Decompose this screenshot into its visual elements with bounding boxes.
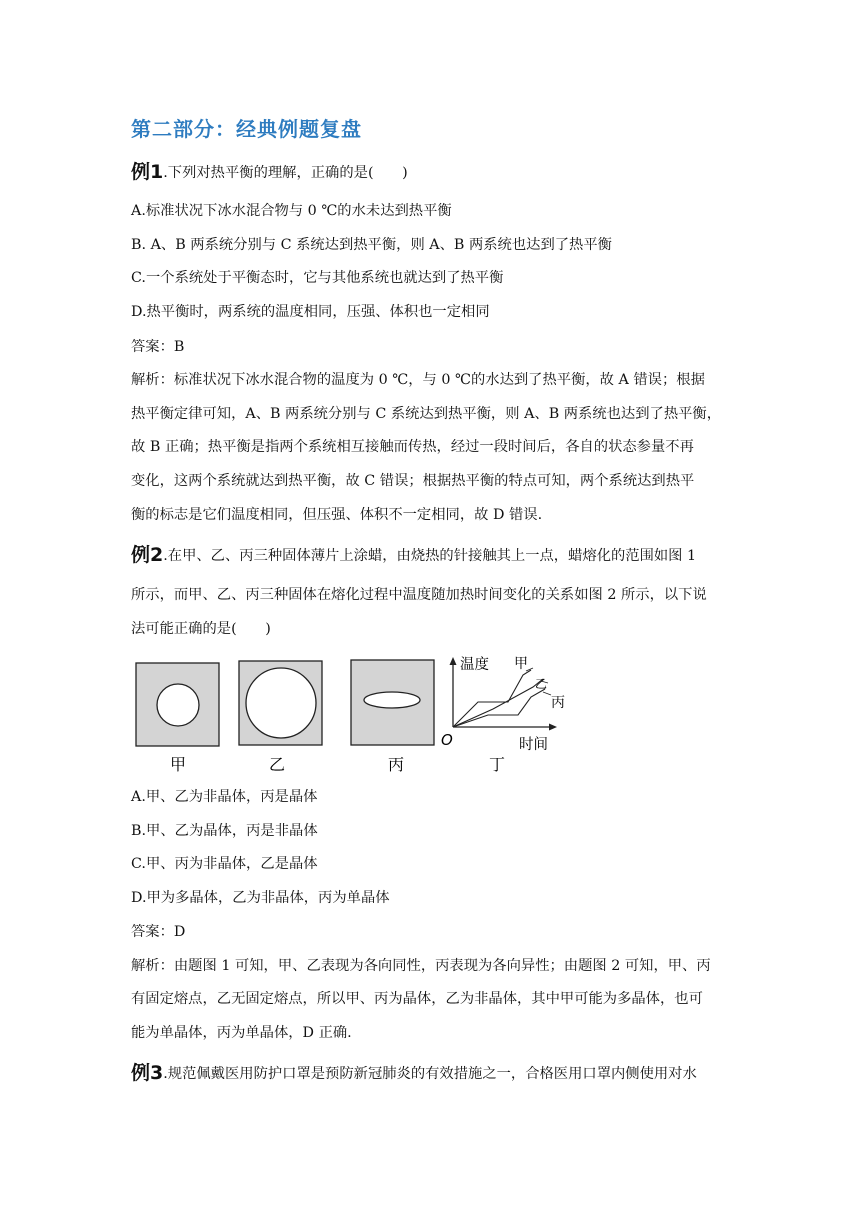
example-1-answer: 答案：B xyxy=(131,339,185,355)
panel-bing-label: 丙 xyxy=(387,755,405,774)
example-2-analysis-line: 解析：由题图 1 可知，甲、乙表现为各向同性，丙表现为各向异性；由题图 2 可知，甲、丙 xyxy=(131,958,711,974)
example-2-option-a: A.甲、乙为非晶体，丙是晶体 xyxy=(131,789,318,805)
figure-panel-bing xyxy=(351,660,434,774)
example-2-option-c: C.甲、丙为非晶体，乙是晶体 xyxy=(131,856,318,872)
figure-panel-jia xyxy=(136,663,219,774)
example-1-option-b: B. A、B 两系统分别与 C 系统达到热平衡，则 A、B 两系统也达到了热平衡 xyxy=(131,237,612,253)
example-1-analysis-line: 衡的标志是它们温度相同，但压强、体积不一定相同，故 D 错误. xyxy=(131,507,543,523)
graph-y-label: 温度 xyxy=(460,657,489,673)
example-2-option-b: B.甲、乙为晶体，丙是非晶体 xyxy=(131,823,318,839)
example-2-stem xyxy=(131,545,696,566)
example-2-question-line: 所示，而甲、乙、丙三种固体在熔化过程中温度随加热时间变化的关系如图 2 所示，以下说 xyxy=(131,587,707,603)
section-heading: 第二部分：经典例题复盘 xyxy=(131,117,362,141)
panel-jia-melt-circle xyxy=(157,684,199,726)
figure-svg xyxy=(133,655,593,780)
example-number: 1 xyxy=(150,161,164,183)
graph-x-arrow xyxy=(549,724,557,731)
example-2-analysis-line: 能为单晶体，丙为单晶体，D 正确. xyxy=(131,1025,352,1041)
panel-yi-melt-circle xyxy=(246,668,316,738)
graph-curve-jia xyxy=(453,670,531,727)
graph-curve-yi xyxy=(453,679,543,727)
example-2-answer: 答案：D xyxy=(131,924,186,940)
example-2-question-line: 法可能正确的是( ) xyxy=(131,621,271,637)
example-label: 例 xyxy=(131,161,151,183)
example-1-option-d: D.热平衡时，两系统的温度相同，压强、体积也一定相同 xyxy=(131,304,490,320)
graph-leader-bing xyxy=(543,692,551,695)
example-1-option-c: C.一个系统处于平衡态时，它与其他系统也就达到了热平衡 xyxy=(131,270,504,286)
example-number: 3 xyxy=(150,1062,164,1084)
graph-curve-label-yi: 乙 xyxy=(535,677,548,691)
example-2-question-line: .在甲、乙、丙三种固体薄片上涂蜡，由烧热的针接触其上一点，蜡熔化的范围如图 1 xyxy=(163,548,697,564)
example-1-analysis-line: 变化，这两个系统就达到热平衡，故 C 错误；根据热平衡的特点可知，两个系统达到热平 xyxy=(131,473,695,489)
graph-x-label: 时间 xyxy=(519,737,548,753)
example-label: 例 xyxy=(131,544,151,566)
graph-curve-label-jia: 甲 xyxy=(514,656,528,672)
figure-panel-ding-graph xyxy=(441,655,565,774)
graph-y-arrow xyxy=(450,657,457,665)
example-2-figure xyxy=(133,655,593,780)
panel-jia-label: 甲 xyxy=(169,755,187,774)
example-3-question: .规范佩戴医用防护口罩是预防新冠肺炎的有效措施之一，合格医用口罩内侧使用对水 xyxy=(163,1066,697,1082)
panel-ding-label: 丁 xyxy=(488,755,506,774)
graph-curve-label-bing: 丙 xyxy=(551,695,565,711)
example-1-analysis-line: 故 B 正确；热平衡是指两个系统相互接触而传热，经过一段时间后，各自的状态参量不再 xyxy=(131,439,694,455)
example-1-option-a: A.标准状况下冰水混合物与 0 ℃的水未达到热平衡 xyxy=(131,203,452,219)
example-label: 例 xyxy=(131,1062,151,1084)
example-number: 2 xyxy=(150,544,164,566)
example-2-analysis-line: 有固定熔点，乙无固定熔点，所以甲、丙为晶体，乙为非晶体，其中甲可能为多晶体，也可 xyxy=(131,991,703,1007)
graph-origin-label: O xyxy=(441,731,453,749)
example-1-question: .下列对热平衡的理解，正确的是( ) xyxy=(163,165,408,181)
panel-bing-melt-ellipse xyxy=(364,692,420,708)
example-1-analysis-line: 解析：标准状况下冰水混合物的温度为 0 ℃，与 0 ℃的水达到了热平衡，故 A 错误；根据 xyxy=(131,372,705,388)
figure-panel-yi xyxy=(239,661,322,774)
example-1-stem xyxy=(131,162,408,183)
example-3-stem xyxy=(131,1063,697,1084)
example-1-analysis-line: 热平衡定律可知，A、B 两系统分别与 C 系统达到热平衡，则 A、B 两系统也达到了热平衡， xyxy=(131,406,722,422)
panel-yi-label: 乙 xyxy=(268,755,286,774)
example-2-option-d: D.甲为多晶体，乙为非晶体，丙为单晶体 xyxy=(131,890,390,906)
